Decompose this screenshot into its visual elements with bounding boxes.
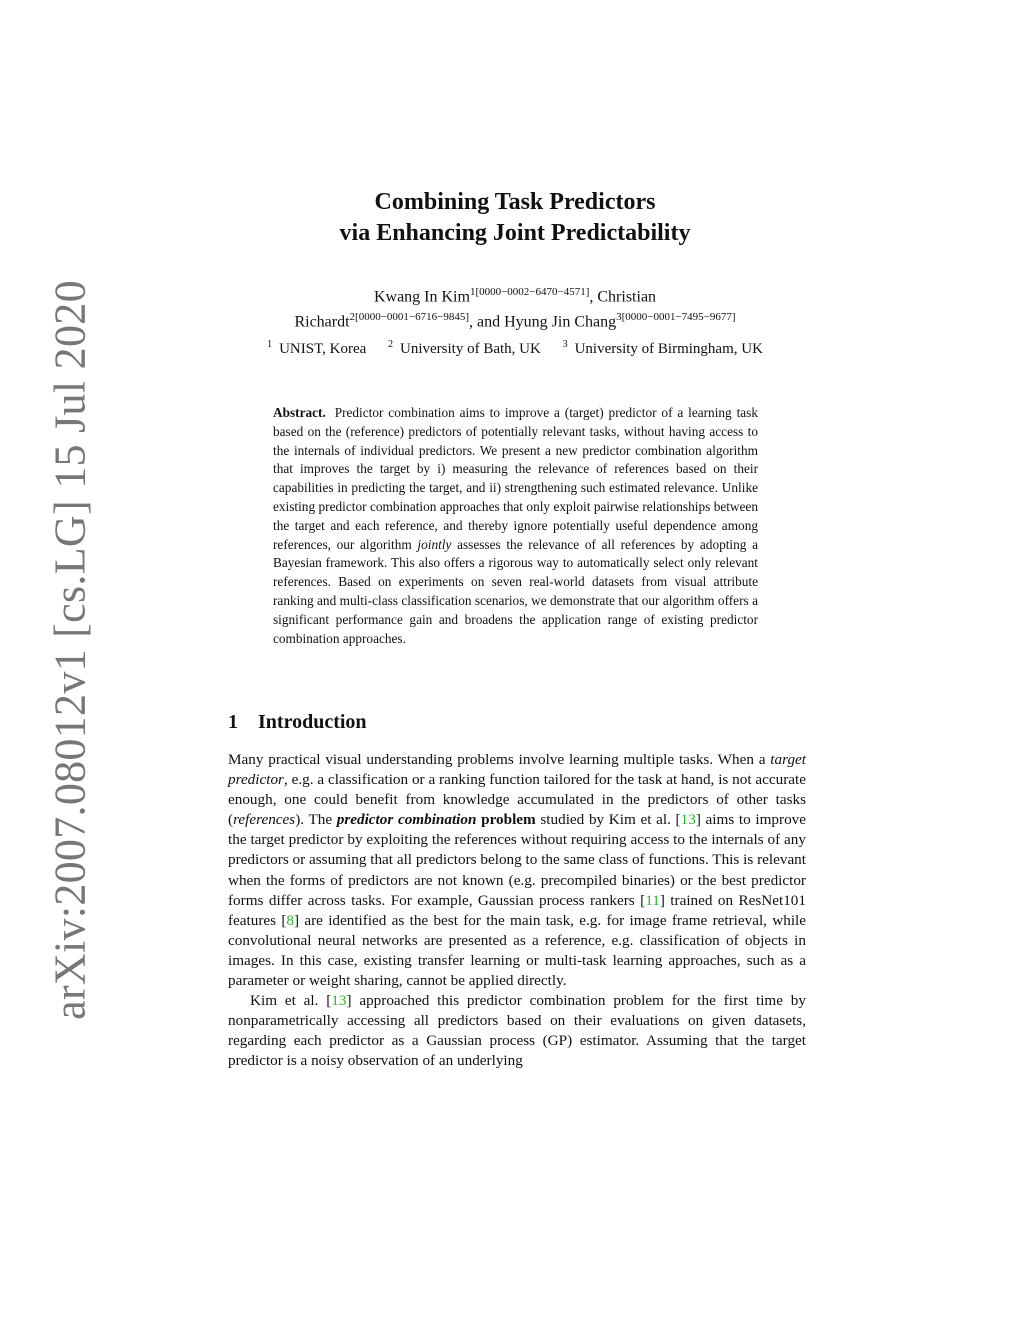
section-heading <box>228 711 367 734</box>
author-3-orcid: 3[0000−0001−7495−9677] <box>616 311 736 324</box>
affiliation-2 <box>388 341 541 357</box>
affiliation-2-num: 2 <box>388 339 394 350</box>
affiliation-2-name: University of Bath, UK <box>400 341 541 357</box>
p1-text-1: Many practical visual understanding problems involve learning multiple tasks. When a <box>228 751 766 768</box>
paragraph-1 <box>228 750 806 991</box>
abstract-text-a: Predictor combination aims to improve a (target) predictor of a learning task based on the (reference) predictors of potentially relevant tasks, without having access to the internals of individual predictors. We present a new predictor combination algorithm that improves the target by i) measuring the relevance of references based on their capabilities in predicting the target, and ii) strengthening such estimated relevance. Unlike existing predictor combination approaches that only exploit pairwise relationships between the target and each reference, and thereby ignore potentially useful dependence among references, our algorithm <box>273 405 758 552</box>
title-line-1: Combining Task Predictors <box>374 189 656 215</box>
abstract-emphasis: jointly <box>417 536 452 552</box>
intro-body <box>228 750 806 1072</box>
affiliation-1-name: UNIST, Korea <box>279 341 367 357</box>
p1-text-7: ] are identified as the best for the main task, e.g. for image frame retrieval, while convolutional neural networks are presented as a reference, e.g. classification of objects in images. In this case, existing transfer learning or multi-task learning approaches, such as a parameter or weight sharing, cannot be applied directly. <box>228 911 806 990</box>
affiliation-3-num: 3 <box>562 339 568 350</box>
citation-link-8[interactable]: 8 <box>286 911 295 929</box>
abstract <box>273 404 758 648</box>
title-line-2: via Enhancing Joint Predictability <box>339 220 691 246</box>
p1-italic-2: references <box>233 811 296 829</box>
abstract-text-b: assesses the relevance of all references by adopting a Bayesian framework. This also offers a rigorous way to automatically select only relevant references. Based on experiments on seven real-world datasets from visual attribute ranking and multi-class classification scenarios, we demonstrate that our algorithm offers a significant performance gain and broadens the application range of existing predictor combination approaches. <box>273 536 759 646</box>
p2-text-2: ] approached this predictor combination problem for the first time by nonparametrically accessing all predictors based on their evaluations on given datasets, regarding each predictor as a Gaussian process (GP) estimator. Assuming that the target predictor is a noisy observation of an underlying <box>228 992 806 1070</box>
affiliation-3-name: University of Birmingham, UK <box>574 341 763 357</box>
p1-text-5: ] aims to improve the target predictor by exploiting the references without requiring access to the internals of any predictors or assuming that all predictors belong to the same class of functions. This is relevant when the forms of predictors are not known (e.g. precompiled binaries) or the best predictor forms differ across tasks. For example, Gaussian process rankers [ <box>228 811 807 909</box>
section-number: 1 <box>228 711 238 733</box>
p1-bold-term: problem <box>481 811 536 829</box>
p2-text-1: Kim et al. [ <box>250 992 332 1010</box>
author-1-name: Kwang In Kim <box>373 288 470 306</box>
arxiv-identifier-text: arXiv:2007.08012v1 [cs.LG] 15 Jul 2020 <box>45 280 95 1020</box>
p1-text-6: ] trained on ResNet101 features [ <box>228 891 806 929</box>
p1-text-3: ). The <box>295 811 333 829</box>
author-2-orcid: 2[0000−0001−6716−9845] <box>349 311 469 324</box>
affiliation-3 <box>563 341 763 357</box>
author-line-2 <box>0 307 1024 332</box>
citation-link-13-b[interactable]: 13 <box>331 992 347 1010</box>
section-title: Introduction <box>258 711 367 733</box>
paragraph-2 <box>228 991 806 1071</box>
affiliations <box>0 339 1024 358</box>
author-1-orcid: 1[0000−0002−6470−4571] <box>469 286 590 298</box>
p1-italic-1: target predictor <box>228 751 807 789</box>
p1-text-2: , e.g. a classification or a ranking function tailored for the task at hand, is not accurate enough, one could benefit from knowledge accumulated in the predictors of other tasks ( <box>228 771 806 829</box>
author-2-first: , Christian <box>589 288 657 306</box>
author-line-1 <box>0 282 1024 307</box>
author-3-name: , and Hyung Jin Chang <box>468 313 617 331</box>
citation-link-11[interactable]: 11 <box>645 891 660 909</box>
p1-text-4: studied by Kim et al. [ <box>540 811 681 829</box>
p1-bold-italic-term: predictor combination <box>336 811 477 829</box>
author-list <box>0 282 1024 333</box>
abstract-label: Abstract. <box>273 405 326 420</box>
paper-title <box>0 187 1024 249</box>
affiliation-1 <box>267 341 366 357</box>
author-2-last: Richardt <box>294 313 350 331</box>
citation-link-13[interactable]: 13 <box>680 811 696 829</box>
affiliation-1-num: 1 <box>267 339 273 350</box>
